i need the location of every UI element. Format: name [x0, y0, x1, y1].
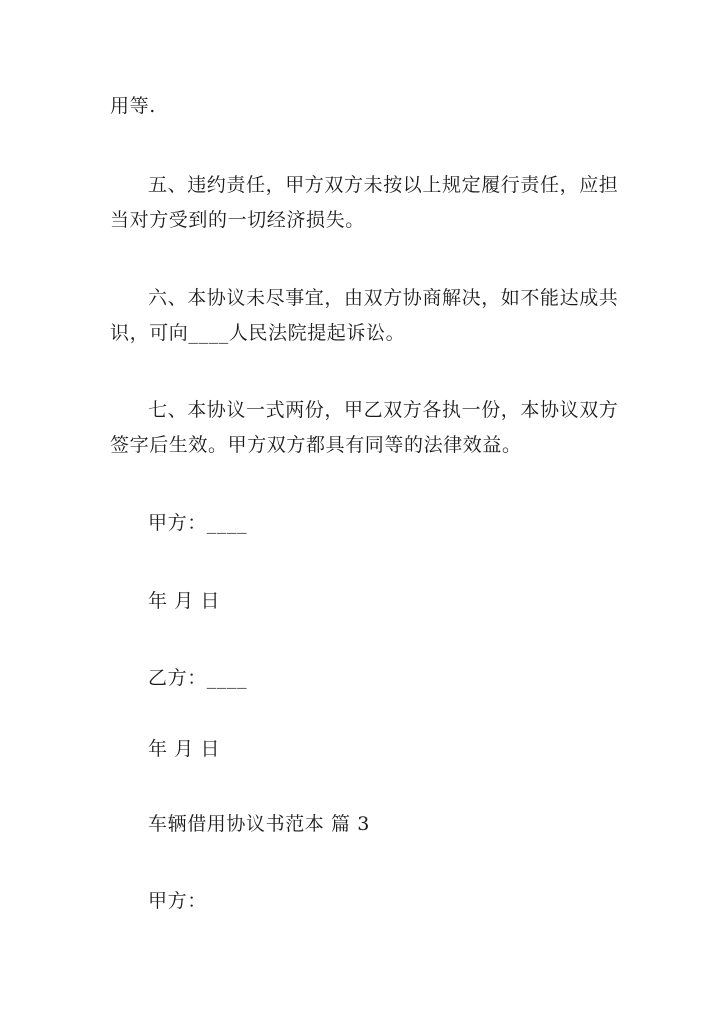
section-heading: 车辆借用协议书范本 篇 3 [148, 813, 370, 835]
party-b-signature: 乙方：____ [148, 667, 248, 689]
clause-6-line-2: 识，可向____人民法院提起诉讼。 [110, 322, 406, 344]
clause-5-line-1: 五、违约责任，甲方双方未按以上规定履行责任，应担 [148, 174, 619, 196]
clause-5-line-2: 当对方受到的一切经济损失。 [110, 209, 365, 231]
party-a-signature: 甲方：____ [148, 512, 248, 534]
text-line-continuation: 用等. [110, 95, 156, 117]
clause-6-line-1: 六、本协议未尽事宜，由双方协商解决，如不能达成共 [148, 287, 619, 309]
clause-7-line-1: 七、本协议一式两份，甲乙双方各执一份，本协议双方 [148, 399, 619, 421]
party-a-label: 甲方： [148, 890, 207, 912]
clause-7-line-2: 签字后生效。甲方双方都具有同等的法律效益。 [110, 434, 522, 456]
date-line-2: 年 月 日 [148, 738, 221, 760]
date-line-1: 年 月 日 [148, 590, 221, 612]
